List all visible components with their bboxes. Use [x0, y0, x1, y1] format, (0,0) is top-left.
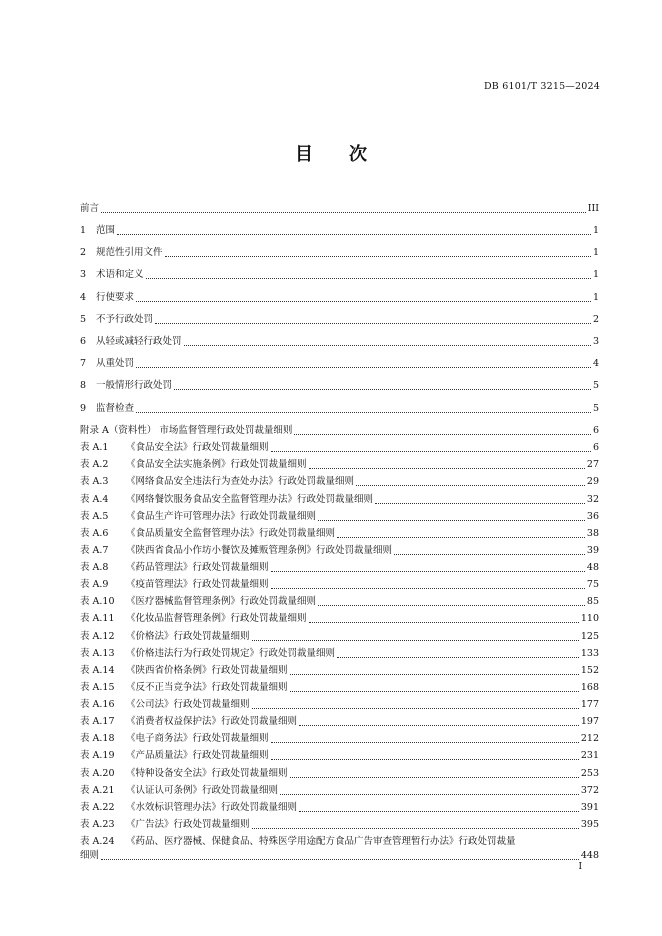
toc-entry-label: 从重处罚	[96, 358, 135, 369]
toc-entry-label: 规范性引用文件	[96, 247, 163, 258]
toc-entry[interactable]	[80, 246, 599, 260]
toc-entry-number: 表 A.9	[80, 579, 109, 591]
toc-entry-page: 75	[586, 579, 599, 591]
toc-entry-label: 《陕西省价格条例》行政处罚裁量细则	[126, 664, 288, 676]
toc-entry-label: 从轻或减轻行政处罚	[96, 336, 182, 347]
toc-leader-dots	[309, 613, 579, 623]
toc-entry-number: 4	[80, 292, 87, 303]
toc-entry-page: 5	[592, 403, 599, 414]
toc-entry[interactable]	[80, 664, 599, 678]
toc-leader-dots	[184, 336, 591, 346]
toc-entry-label: 《食品安全法实施条例》行政处罚裁量细则	[126, 459, 307, 471]
toc-entry-label: 监督检查	[96, 403, 135, 414]
toc-entry-page: 168	[580, 681, 599, 693]
toc-entry-page: 27	[586, 459, 599, 471]
toc-entry-number: 表 A.21	[80, 784, 115, 796]
toc-entry[interactable]	[80, 202, 599, 216]
toc-entry-label: 《价格法》行政处罚裁量细则	[126, 630, 250, 642]
toc-entry-label: 《食品质量安全监督管理办法》行政处罚裁量细则	[126, 527, 336, 539]
toc-entry[interactable]	[80, 527, 599, 541]
toc-leader-dots	[271, 733, 579, 743]
toc-entry-label: 《认证认可条例》行政处罚裁量细则	[126, 784, 279, 796]
toc-entry[interactable]	[80, 357, 599, 371]
toc-entry-page: 48	[586, 562, 599, 574]
toc-entry[interactable]	[80, 681, 599, 695]
toc-entry-number: 表 A.24	[80, 836, 115, 848]
toc-entry[interactable]	[80, 335, 599, 349]
toc-entry-page: 85	[586, 596, 599, 608]
toc-entry-label: 《网络餐饮服务食品安全监督管理办法》行政处罚裁量细则	[126, 493, 374, 505]
toc-entry-label: 不予行政处罚	[96, 314, 154, 325]
toc-entry-number: 表 A.8	[80, 562, 109, 574]
toc-entry-number: 表 A.19	[80, 750, 115, 762]
toc-entry-page: 372	[580, 784, 599, 796]
toc-entry[interactable]	[80, 630, 599, 644]
toc-entry-number: 表 A.20	[80, 767, 115, 779]
toc-entry-label: 《药品、医疗器械、保健食品、特殊医学用途配方食品广告审查管理暂行办法》行政处罚裁量	[126, 836, 516, 848]
toc-entry-page: 6	[592, 442, 599, 454]
toc-entry-page: 177	[580, 699, 599, 711]
toc-entry-label: 《电子商务法》行政处罚裁量细则	[126, 733, 269, 745]
toc-leader-dots	[299, 802, 579, 812]
toc-leader-dots	[146, 269, 591, 279]
toc-entry-page: 231	[580, 750, 599, 762]
toc-entry-number: 表 A.7	[80, 544, 109, 556]
document-code: DB 6101/T 3215—2024	[483, 81, 600, 92]
toc-leader-dots	[252, 819, 579, 829]
toc-entry-page: 5	[592, 380, 599, 391]
toc-entry[interactable]	[80, 595, 599, 609]
toc-entry-page: 36	[586, 510, 599, 522]
toc-entry-page: 38	[586, 527, 599, 539]
toc-entry-label: 术语和定义	[96, 269, 144, 280]
toc-leader-dots	[299, 716, 579, 726]
toc-entry[interactable]	[80, 313, 599, 327]
toc-title-right: 次	[349, 144, 367, 165]
toc-entry-label: 附录 A（资料性） 市场监督管理行政处罚裁量细则	[80, 425, 293, 436]
toc-leader-dots	[318, 511, 585, 521]
toc-entry-number: 表 A.15	[80, 681, 115, 693]
toc-entry[interactable]	[80, 268, 599, 282]
toc-entry-number: 7	[80, 358, 87, 369]
toc-entry[interactable]	[80, 767, 599, 781]
toc-leader-dots	[165, 247, 591, 257]
toc-entry-page: 253	[580, 767, 599, 779]
toc-entry[interactable]	[80, 698, 599, 712]
toc-title-left: 目	[295, 144, 313, 165]
toc-entry[interactable]	[80, 749, 599, 763]
toc-leader-dots	[337, 648, 579, 658]
toc-entry[interactable]	[80, 784, 599, 798]
toc-entry[interactable]	[80, 424, 599, 438]
toc-entry-label: 一般情形行政处罚	[96, 380, 173, 391]
toc-entry-label: 《反不正当竞争法》行政处罚裁量细则	[126, 681, 288, 693]
toc-entry-number: 表 A.12	[80, 630, 115, 642]
toc-entry[interactable]	[80, 493, 599, 507]
toc-entry-page: 125	[580, 630, 599, 642]
toc-entry-label: 《食品生产许可管理办法》行政处罚裁量细则	[126, 510, 317, 522]
toc-entry-number: 表 A.4	[80, 493, 109, 505]
toc-entry-number: 表 A.2	[80, 459, 109, 471]
toc-entry[interactable]	[80, 818, 599, 832]
toc-title	[0, 140, 662, 166]
toc-leader-dots	[280, 785, 579, 795]
toc-entry-page: 1	[592, 225, 599, 236]
toc-entry-label: 前言	[80, 203, 100, 214]
toc-entry-number: 表 A.11	[80, 613, 115, 625]
toc-entry[interactable]	[80, 441, 599, 455]
toc-leader-dots	[318, 596, 585, 606]
toc-entry-page: 29	[586, 476, 599, 488]
toc-entry-page: 1	[592, 269, 599, 280]
toc-leader-dots	[356, 476, 585, 486]
toc-entry[interactable]	[80, 612, 599, 626]
toc-entry-label: 《广告法》行政处罚裁量细则	[126, 818, 250, 830]
toc-leader-dots	[252, 699, 579, 709]
toc-entry[interactable]	[80, 561, 599, 575]
toc-entry-number: 3	[80, 269, 87, 280]
toc-entry-label: 《特种设备安全法》行政处罚裁量细则	[126, 767, 288, 779]
toc-entry-number: 表 A.23	[80, 818, 115, 830]
toc-entry[interactable]	[80, 647, 599, 661]
toc-leader-dots	[271, 562, 585, 572]
toc-entry-number: 5	[80, 314, 87, 325]
toc-entry-page: 448	[580, 850, 599, 862]
toc-leader-dots	[309, 459, 585, 469]
toc-entry[interactable]	[80, 510, 599, 524]
toc-entry-label: 《水效标识管理办法》行政处罚裁量细则	[126, 801, 298, 813]
toc-leader-dots	[375, 494, 585, 504]
toc-entry-page: 152	[580, 664, 599, 676]
toc-entry-number: 表 A.13	[80, 647, 115, 659]
toc-leader-dots	[155, 314, 591, 324]
toc-entry[interactable]	[80, 544, 599, 558]
toc-entry-page: 1	[592, 292, 599, 303]
toc-entry-number: 表 A.18	[80, 733, 115, 745]
toc-leader-dots	[290, 682, 579, 692]
toc-entry-number: 表 A.14	[80, 664, 115, 676]
toc-entry-number: 表 A.3	[80, 476, 109, 488]
toc-entry-label: 《产品质量法》行政处罚裁量细则	[126, 750, 269, 762]
toc-entry-label: 行使要求	[96, 292, 135, 303]
toc-entry-page: 4	[592, 358, 599, 369]
toc-leader-dots	[117, 225, 591, 235]
toc-leader-dots	[294, 425, 591, 435]
toc-entry-label: 《价格违法行为行政处罚规定》行政处罚裁量细则	[126, 647, 336, 659]
toc-entry-page: 133	[580, 647, 599, 659]
toc-entry-page: 39	[586, 544, 599, 556]
toc-entry[interactable]	[80, 458, 599, 472]
toc-leader-dots	[394, 545, 585, 555]
toc-entry[interactable]	[80, 835, 599, 863]
toc-entry[interactable]	[80, 801, 599, 815]
toc-entry-number: 8	[80, 380, 87, 391]
toc-entry-number: 表 A.10	[80, 596, 115, 608]
toc-leader-dots	[136, 292, 591, 302]
toc-entry-number: 1	[80, 225, 87, 236]
toc-entry-label: 范围	[96, 225, 116, 236]
toc-entry[interactable]	[80, 578, 599, 592]
toc-entry-page: 110	[580, 613, 599, 625]
toc-leader-dots	[337, 528, 585, 538]
toc-entry-label: 《陕西省食品小作坊小餐饮及摊贩管理条例》行政处罚裁量细则	[126, 544, 393, 556]
toc-leader-dots	[290, 665, 579, 675]
toc-entry-label: 《食品安全法》行政处罚裁量细则	[126, 442, 269, 454]
toc-entry-page: 395	[580, 818, 599, 830]
toc-entry-page: III	[587, 203, 599, 214]
toc-entry[interactable]	[80, 732, 599, 746]
toc-entry-page: 6	[592, 425, 599, 436]
toc-entry-number: 表 A.5	[80, 510, 109, 522]
toc-entry[interactable]	[80, 379, 599, 393]
toc-entry-page: 212	[580, 733, 599, 745]
toc-entry-number: 表 A.16	[80, 699, 115, 711]
toc-entry-label: 《公司法》行政处罚裁量细则	[126, 699, 250, 711]
toc-leader-dots	[271, 442, 591, 452]
toc-entry-number: 表 A.17	[80, 716, 115, 728]
toc-entry-label: 《医疗器械监督管理条例》行政处罚裁量细则	[126, 596, 317, 608]
toc-leader-dots	[101, 850, 579, 860]
toc-leader-dots	[290, 768, 579, 778]
toc-entry-label: 《药品管理法》行政处罚裁量细则	[126, 562, 269, 574]
toc-entry-number: 表 A.6	[80, 527, 109, 539]
toc-entry-label: 《化妆品监督管理条例》行政处罚裁量细则	[126, 613, 307, 625]
toc-entry-number: 表 A.22	[80, 801, 115, 813]
toc-leader-dots	[101, 203, 586, 213]
toc-entry-page: 32	[586, 493, 599, 505]
toc-leader-dots	[174, 380, 591, 390]
toc-entry-page: 391	[580, 801, 599, 813]
toc-entry[interactable]	[80, 402, 599, 416]
toc-entry-page: 197	[580, 716, 599, 728]
toc-leader-dots	[136, 403, 591, 413]
toc-entry[interactable]	[80, 291, 599, 305]
toc-entry-label: 《网络食品安全违法行为查处办法》行政处罚裁量细则	[126, 476, 355, 488]
toc-entry[interactable]	[80, 475, 599, 489]
toc-entry[interactable]	[80, 715, 599, 729]
toc-leader-dots	[271, 750, 579, 760]
toc-entry-label-continued: 细则	[80, 850, 100, 862]
toc-entry-page: 1	[592, 247, 599, 258]
toc-leader-dots	[271, 579, 585, 589]
toc-entry-page: 2	[592, 314, 599, 325]
toc-entry-number: 6	[80, 336, 87, 347]
page-number: I	[578, 862, 582, 872]
toc-entry-number: 表 A.1	[80, 442, 109, 454]
toc-leader-dots	[136, 358, 591, 368]
toc-entry-label: 《疫苗管理法》行政处罚裁量细则	[126, 579, 269, 591]
toc-entry-number: 2	[80, 247, 87, 258]
toc-entry-page: 3	[592, 336, 599, 347]
toc-leader-dots	[252, 631, 579, 641]
toc-entry-label: 《消费者权益保护法》行政处罚裁量细则	[126, 716, 298, 728]
toc-entry[interactable]	[80, 224, 599, 238]
toc-entry-number: 9	[80, 403, 87, 414]
